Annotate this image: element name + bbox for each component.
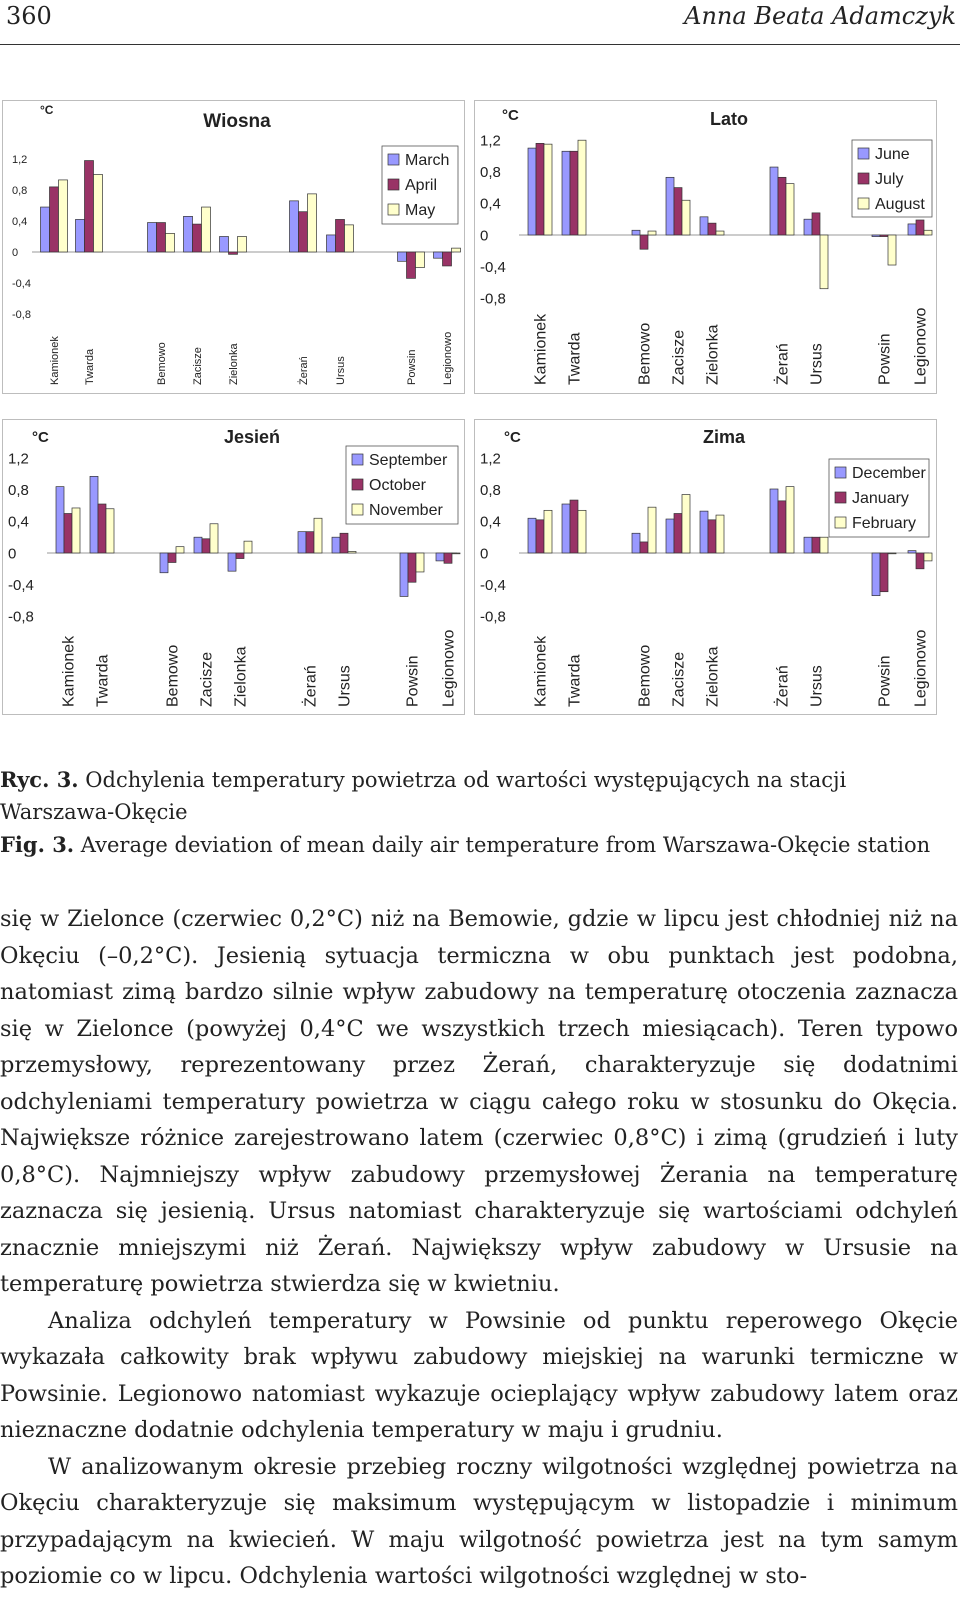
bar-jesien-s1 [160,553,168,573]
bar-lato-s2 [778,177,786,235]
bar-lato-s3 [544,144,552,235]
bar-jesien-s3 [106,509,114,553]
bar-lato-s2 [708,223,716,235]
bar-wiosna-s2 [50,187,59,252]
caption-label-en: Fig. 3. [0,832,75,857]
category-label: Legionowo [912,629,930,707]
category-label: Zielonka [704,324,722,385]
category-label: Zielonka [232,646,250,707]
page-number: 360 [6,2,52,30]
body-paragraph-1: się w Zielonce (czerwiec 0,2°C) niż na Bemowie, gdzie w lipcu jest chłodniej niż na Okęciu (–0,2°C). Jesienią sytuacja termiczna w obu punktach jest podobna, natomiast zimą bardzo silnie wpływ zabudowy na temperaturę otoczenia zaznacza się w Zielonce (powyżej 0,4°C we wszystkich trzech miesiącach). Teren typowo przemysłowy, reprezentowany przez Żerań, charakteryzuje się dodatnimi odchyleniami temperatury powietrza w ciągu całego roku w stosunku do Okęcia. Największe różnice zarejestrowano latem (czerwiec 0,8°C) i zimą (grudzień i luty 0,8°C). Najmniejszy wpływ zabudowy przemysłowej Żerania na temperaturę zaznacza się jesienią. Ursus natomiast charakteryzuje się wartościami odchyleń znacznie mniejszymi niż Żerań. Największy wpływ zabudowy w Ursusie na temperaturę powietrza stwierdza się w kwietniu. [0,906,958,1297]
y-tick-label: 0,4 [8,513,29,531]
category-label: Twarda [83,348,96,385]
category-label: Zacisze [198,651,216,707]
bar-lato-s1 [770,167,778,235]
bar-jesien-s1 [400,553,408,596]
bar-lato-s1 [804,219,812,235]
chart-ylabel-wiosna: °C [40,103,54,117]
category-label: Żerań [302,665,320,707]
bar-wiosna-s1 [76,219,85,252]
legend-label: August [875,196,925,213]
bar-jesien-s1 [56,487,64,553]
bar-lato-s2 [570,151,578,235]
legend-label: May [405,202,436,219]
bar-wiosna-s3 [345,225,354,252]
y-tick-label: -0,4 [12,277,31,290]
bar-wiosna-s1 [148,223,157,252]
y-tick-label: -0,8 [12,308,31,321]
bar-lato-s1 [908,224,916,235]
chart-panel-lato [475,101,937,394]
category-label: Ursus [808,665,826,707]
category-label: Bemowo [155,342,168,385]
bar-zima-s1 [562,504,570,553]
category-label: Ursus [334,356,347,385]
bar-zima-s1 [528,518,536,553]
bar-lato-s1 [562,151,570,235]
legend-label: March [405,152,450,169]
bar-lato-s2 [640,235,648,249]
y-tick-label: 1,2 [8,450,29,468]
legend-swatch [388,179,399,190]
y-tick-label: 0 [480,227,489,245]
bar-jesien-s2 [202,539,210,553]
bar-lato-s3 [888,235,896,265]
bar-jesien-s2 [306,532,314,553]
category-label: Kamionek [532,635,550,707]
bar-jesien-s3 [314,518,322,553]
bar-jesien-s2 [408,553,416,582]
legend-swatch [352,504,363,515]
bar-jesien-s2 [340,533,348,553]
bar-jesien-s2 [444,553,452,563]
y-tick-label: 0,8 [480,482,501,500]
bar-zima-s2 [778,501,786,553]
bar-wiosna-s2 [193,224,202,252]
bar-zima-s3 [820,537,828,553]
category-label: Twarda [566,332,584,385]
bar-jesien-s1 [90,476,98,553]
legend-swatch [388,154,399,165]
bar-zima-s3 [544,510,552,553]
bar-wiosna-s3 [308,194,317,252]
category-label: Bemowo [164,644,182,707]
bar-jesien-s3 [244,541,252,553]
body-paragraph-3: W analizowanym okresie przebieg roczny wilgotności względnej powietrza na Okęciu charakteryzuje się maksimum występującym w listopadzie i minimum przypadającym na kwiecień. W maju wilgotność powietrza jest na tym samym poziomie co w lipcu. Odchylenia wartości wilgotności względnej w sto- [0,1453,958,1589]
bar-lato-s2 [812,213,820,235]
bar-zima-s3 [924,553,932,561]
bar-jesien-s1 [194,537,202,553]
bar-wiosna-s3 [416,252,425,268]
bar-lato-s3 [786,184,794,235]
bar-jesien-s3 [348,551,356,553]
bar-wiosna-s1 [290,201,299,252]
bar-wiosna-s2 [336,219,345,252]
body-paragraph-2: Analiza odchyleń temperatury w Powsinie od punktu reperowego Okęcie wykazała całkowity brak wpływu zabudowy miejskiej na warunki termiczne w Powsinie. Legionowo natomiast wykazuje ocieplający wpływ zabudowy latem oraz nieznaczne dodatnie odchylenia temperatury w maju i grudniu. [0,1307,958,1443]
legend-label: December [852,465,926,482]
bar-wiosna-s3 [59,180,68,252]
category-label: Żerań [297,356,310,385]
category-label: Legionowo [440,629,458,707]
chart-title-lato: Lato [710,109,748,129]
category-label: Zacisze [670,329,688,385]
bar-zima-s1 [804,537,812,553]
bar-jesien-s2 [98,504,106,553]
bar-zima-s3 [716,515,724,553]
bar-jesien-s3 [452,553,460,554]
legend-swatch [858,148,869,159]
bar-zima-s3 [648,507,656,553]
bar-lato-s3 [578,140,586,235]
bar-jesien-s1 [228,553,236,571]
bar-wiosna-s3 [238,237,247,253]
seasonal-bar-charts [0,100,960,735]
bar-jesien-s3 [416,553,424,572]
legend-label: July [875,171,904,188]
bar-wiosna-s2 [157,223,166,252]
bar-lato-s1 [872,235,880,237]
y-tick-label: 0 [12,246,19,259]
category-label: Ursus [808,343,826,385]
category-label: Twarda [566,654,584,707]
legend-swatch [388,204,399,215]
bar-jesien-s3 [176,547,184,553]
legend-swatch [835,467,846,478]
legend-label: April [405,177,438,194]
category-label: Zielonka [704,646,722,707]
caption-text-pl: Odchylenia temperatury powietrza od wartości występujących na stacji Warszawa-Okęcie [0,768,847,824]
y-tick-label: 0,4 [12,215,28,228]
bar-wiosna-s2 [407,252,416,278]
bar-lato-s2 [880,235,888,237]
legend-swatch [858,198,869,209]
y-tick-label: -0,4 [480,258,506,276]
chart-ylabel-jesien: °C [32,429,49,446]
y-tick-label: 0 [8,545,17,563]
bar-lato-s1 [666,177,674,235]
legend-label: September [369,452,448,469]
bar-wiosna-s1 [41,207,50,252]
bar-zima-s2 [674,514,682,554]
caption-text-en: Average deviation of mean daily air temperature from Warszawa-Okęcie station [74,833,931,857]
y-tick-label: 0,4 [480,513,501,531]
category-label: Żerań [774,665,792,707]
category-label: Bemowo [636,322,654,385]
y-tick-label: 0,8 [12,184,28,197]
bar-zima-s2 [880,553,888,592]
bar-zima-s1 [700,511,708,553]
y-tick-label: 1,2 [12,153,28,166]
y-tick-label: 0 [480,545,489,563]
chart-ylabel-lato: °C [502,107,519,124]
running-head-author: Anna Beata Adamczyk [684,2,956,30]
header-rule [0,44,960,45]
bar-wiosna-s1 [220,237,229,253]
body-text [0,901,958,1595]
category-label: Zacisze [670,651,688,707]
bar-lato-s3 [820,235,828,289]
category-label: Twarda [94,654,112,707]
category-label: Ursus [336,665,354,707]
page-header [0,0,960,48]
category-label: Powsin [404,655,422,707]
legend-swatch [835,517,846,528]
bar-zima-s2 [708,520,716,553]
legend-label: October [369,477,426,494]
bar-wiosna-s3 [452,248,461,252]
bar-wiosna-s2 [443,252,452,266]
bar-zima-s2 [640,542,648,553]
bar-wiosna-s3 [94,175,103,253]
bar-wiosna-s1 [398,252,407,261]
bar-lato-s2 [674,188,682,235]
bar-lato-s1 [632,230,640,235]
chart-panel-wiosna [3,101,465,394]
figure-caption-english [0,829,958,861]
bar-zima-s3 [682,495,690,553]
bar-wiosna-s2 [299,212,308,252]
bar-zima-s3 [888,553,896,554]
legend-label: June [875,146,910,163]
y-tick-label: 0,8 [8,482,29,500]
bar-lato-s3 [716,231,724,235]
category-label: Legionowo [912,307,930,385]
legend-label: February [852,515,917,532]
category-label: Legionowo [441,331,454,385]
bar-zima-s2 [812,537,820,553]
bar-lato-s3 [648,231,656,235]
bar-zima-s2 [536,520,544,553]
category-label: Powsin [876,655,894,707]
y-tick-label: 0,4 [480,195,501,213]
chart-title-jesien: Jesień [223,427,281,447]
category-label: Kamionek [48,336,61,385]
bar-lato-s2 [916,220,924,235]
bar-jesien-s1 [332,537,340,553]
bar-wiosna-s3 [166,233,175,252]
chart-title-zima: Zima [702,427,746,447]
caption-label-pl: Ryc. 3. [0,767,79,792]
legend-swatch [835,492,846,503]
bar-jesien-s1 [298,532,306,553]
y-tick-label: 1,2 [480,132,501,150]
bar-jesien-s3 [210,524,218,553]
bar-wiosna-s2 [85,161,94,252]
category-label: Powsin [876,333,894,385]
bar-lato-s1 [528,148,536,235]
legend-swatch [858,173,869,184]
y-tick-label: 0,8 [480,164,501,182]
category-label: Kamionek [532,313,550,385]
legend-swatch [352,479,363,490]
category-label: Żerań [774,343,792,385]
y-tick-label: -0,4 [8,576,34,594]
bar-zima-s1 [908,551,916,553]
bar-jesien-s3 [72,508,80,553]
bar-zima-s1 [770,489,778,553]
chart-panel-zima [475,420,937,715]
bar-wiosna-s1 [327,235,336,252]
bar-wiosna-s2 [229,252,238,254]
bar-zima-s1 [666,519,674,553]
category-label: Zacisze [191,347,204,385]
bar-jesien-s2 [64,514,72,554]
bar-lato-s1 [700,217,708,235]
bar-jesien-s2 [168,553,176,562]
chart-title-wiosna: Wiosna [203,111,271,132]
category-label: Zielonka [227,343,240,385]
bar-wiosna-s1 [184,216,193,252]
bar-lato-s2 [536,143,544,235]
bar-zima-s2 [916,553,924,569]
category-label: Bemowo [636,644,654,707]
bar-zima-s2 [570,500,578,553]
bar-zima-s3 [578,510,586,553]
y-tick-label: -0,8 [480,290,506,308]
chart-ylabel-zima: °C [504,429,521,446]
bar-zima-s1 [872,553,880,596]
bar-wiosna-s3 [202,207,211,252]
bar-lato-s3 [682,200,690,235]
bar-jesien-s1 [436,553,444,561]
y-tick-label: -0,8 [480,608,506,626]
bar-wiosna-s1 [434,252,443,258]
chart-panel-jesien [3,420,465,715]
legend-label: January [852,490,909,507]
figure-caption-polish [0,764,958,828]
bar-lato-s3 [924,230,932,235]
y-tick-label: 1,2 [480,450,501,468]
bar-zima-s1 [632,533,640,553]
category-label: Kamionek [60,635,78,707]
category-label: Powsin [405,349,418,385]
y-tick-label: -0,4 [480,576,506,594]
legend-swatch [352,454,363,465]
figure-charts [0,100,960,735]
legend-label: November [369,502,443,519]
bar-jesien-s2 [236,553,244,559]
bar-zima-s3 [786,487,794,553]
y-tick-label: -0,8 [8,608,34,626]
